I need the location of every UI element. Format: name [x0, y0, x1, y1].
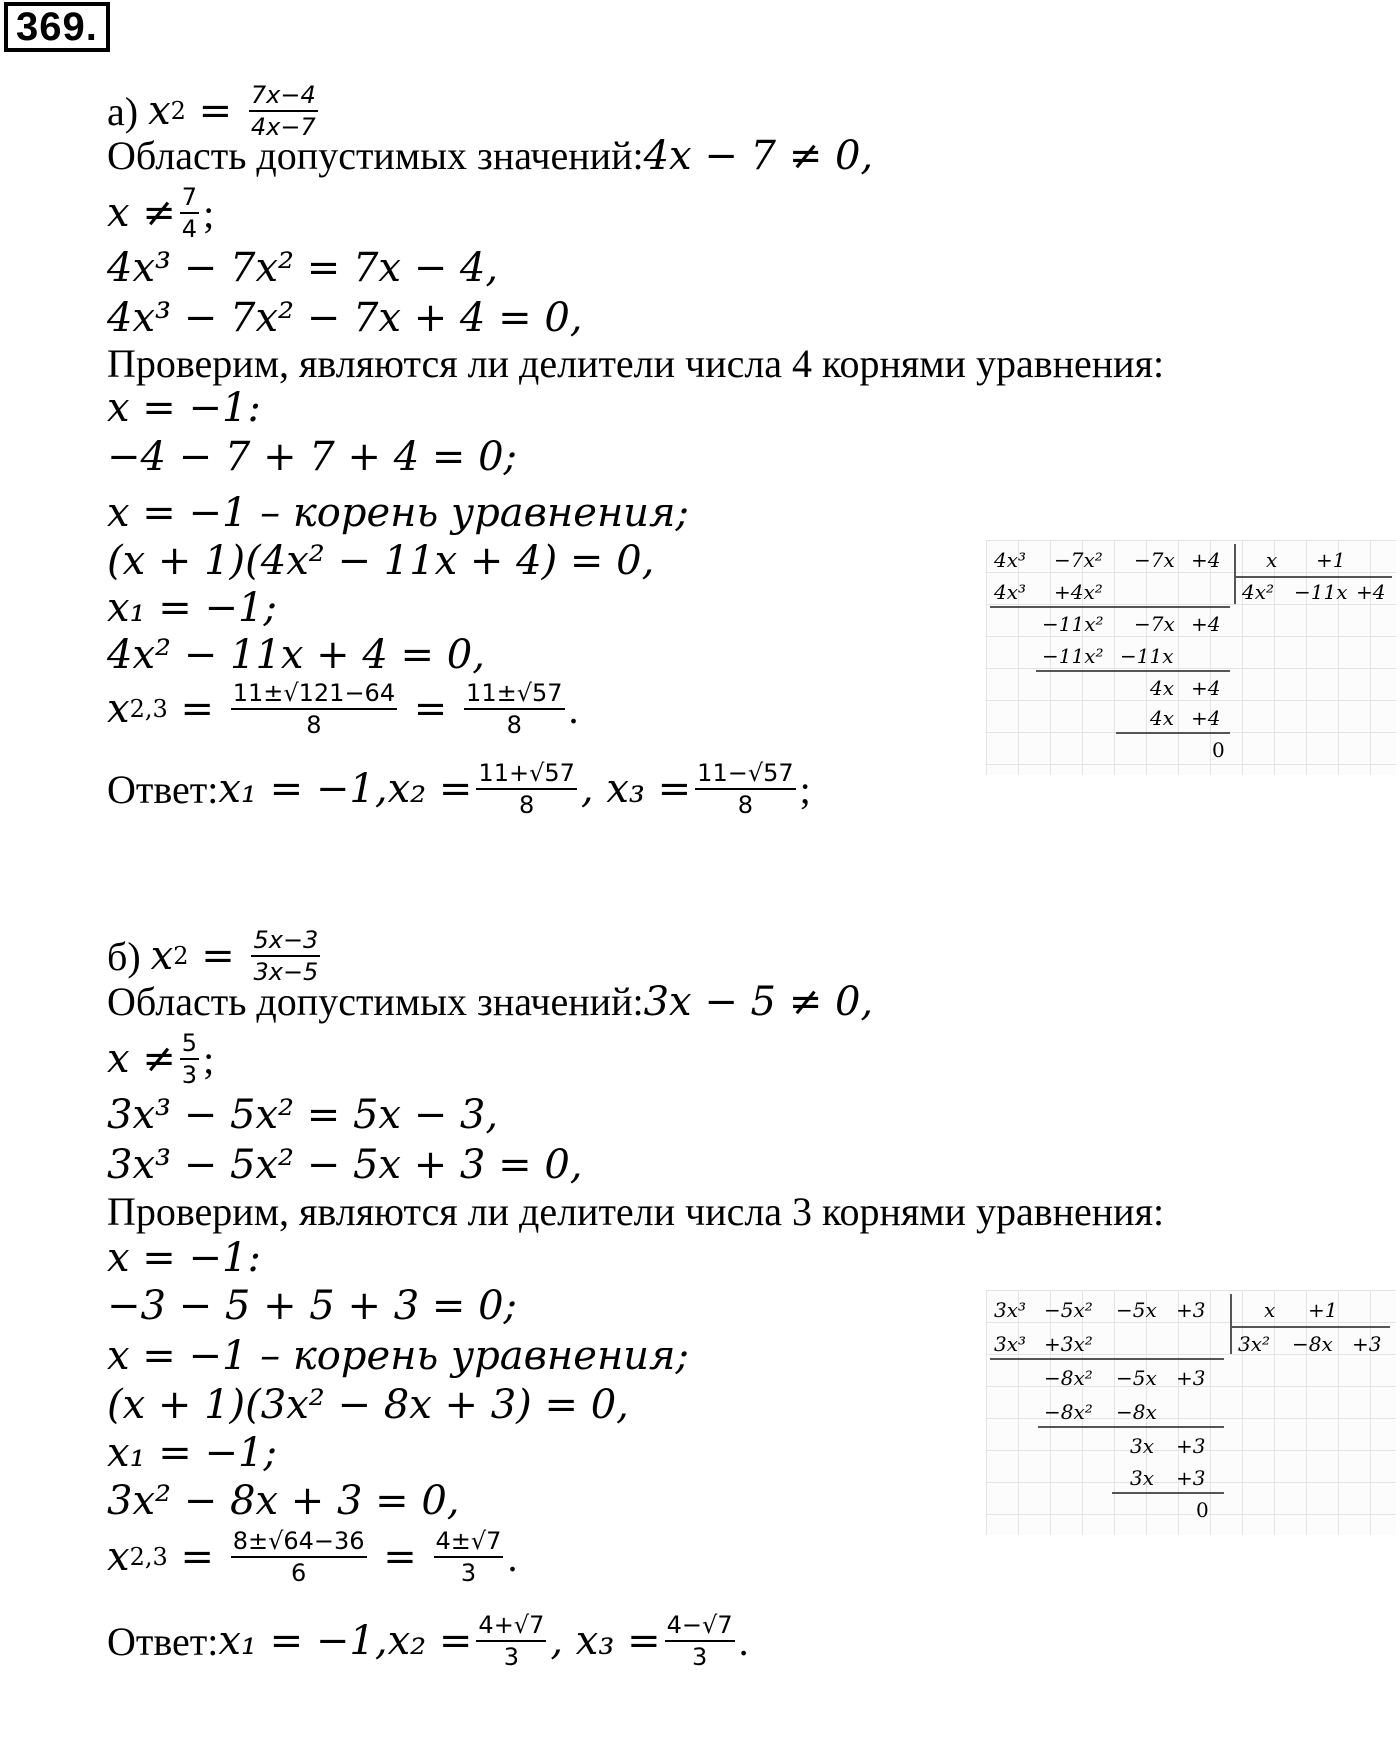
x-neq-b: x ≠ $\frac{5}{3}$ ; [107, 1029, 215, 1089]
x-val-b: x = −1: [107, 1235, 261, 1281]
x23-b: x 2,3 = $\frac{8\pm√64-36}{6}$ = $\frac{4\pm√7}{3}$ . [107, 1527, 518, 1587]
x1-a: x₁ = −1; [107, 585, 277, 631]
polynomial-division-a: 4x³ −7x² −7x +4 x +1 4x² −11x +4 4x³ +4x² −11x² −7x +4 −11x² −11x 4x +4 4x +4 0 [986, 540, 1396, 775]
quadratic-a: 4x² − 11x + 4 = 0, [107, 632, 485, 678]
x-val-a: x = −1: [107, 385, 261, 431]
substitution-b: −3 − 5 + 5 + 3 = 0; [107, 1283, 518, 1329]
cubic-a-1: 4x³ − 7x² = 7x − 4, [107, 245, 499, 291]
polynomial-division-b: 3x³ −5x² −5x +3 x +1 3x² −8x +3 3x³ +3x² −8x² −5x +3 −8x² −8x 3x +3 3x +3 0 [986, 1290, 1396, 1535]
root-text-b: x = −1 – корень уравнения; [107, 1333, 690, 1379]
quadratic-b: 3x² − 8x + 3 = 0, [107, 1478, 460, 1524]
factored-b: (x + 1)(3x² − 8x + 3) = 0, [107, 1382, 629, 1428]
problem-number: 369. [4, 2, 110, 52]
x23-a: x 2,3 = $\frac{11\pm√121-64}{8}$ = $\frac{11\pm√57}{8}$ . [107, 679, 579, 739]
equation-b: б) x 2 = $\frac{5x-3}{3x-5}$ [107, 926, 319, 986]
cubic-b-1: 3x³ − 5x² = 5x − 3, [107, 1092, 499, 1138]
check-text-b: Проверим, являются ли делители числа 3 корнями уравнения: [107, 1189, 1165, 1234]
factored-a: (x + 1)(4x² − 11x + 4) = 0, [107, 538, 655, 584]
cubic-b-2: 3x³ − 5x² − 5x + 3 = 0, [107, 1142, 583, 1188]
check-text-a: Проверим, являются ли делители числа 4 корнями уравнения: [107, 341, 1165, 386]
cubic-a-2: 4x³ − 7x² − 7x + 4 = 0, [107, 295, 583, 341]
odz-a: Область допустимых значений: 4x − 7 ≠ 0, [107, 132, 874, 179]
substitution-a: −4 − 7 + 7 + 4 = 0; [107, 434, 518, 480]
equation-a: а) x 2 = $\frac{7x-4}{4x-7}$ [107, 81, 316, 141]
odz-b: Область допустимых значений: 3x − 5 ≠ 0, [107, 978, 874, 1025]
fraction: $\frac{7x-4}{4x-7}$ [250, 81, 316, 141]
answer-a: Ответ: x₁ = −1, x₂ = $\frac{11+√57}{8}$ , x₃ = $\frac{11-√57}{8}$ ; [107, 759, 811, 819]
x-neq-a: x ≠ $\frac{7}{4}$ ; [107, 183, 215, 243]
answer-b: Ответ: x₁ = −1, x₂ = $\frac{4+√7}{3}$ , x₃ = $\frac{4-√7}{3}$ . [107, 1611, 749, 1671]
root-text-a: x = −1 – корень уравнения; [107, 490, 690, 536]
x1-b: x₁ = −1; [107, 1430, 277, 1476]
